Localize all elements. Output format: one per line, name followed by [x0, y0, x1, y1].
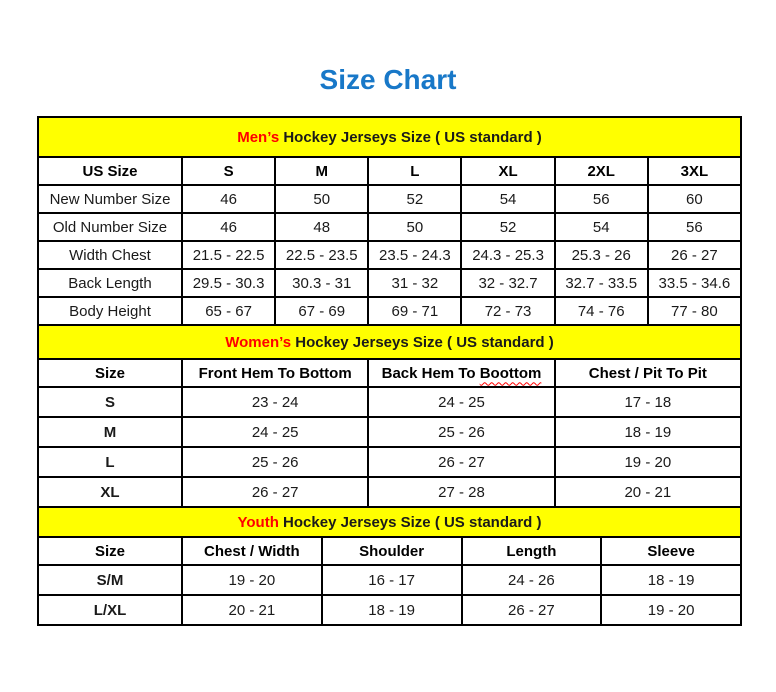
mens-section-band [38, 117, 741, 157]
womens-size-value-cell: 27 - 28 [368, 477, 554, 507]
youth-row-label: S/M [38, 565, 182, 595]
mens-size-value-cell: 29.5 - 30.3 [182, 269, 275, 297]
womens-size-value-cell: 19 - 20 [555, 447, 741, 477]
band-highlight-word: Women’s [225, 333, 292, 351]
womens-band-row [38, 325, 741, 359]
mens-size-value-cell: 52 [368, 185, 461, 213]
mens-size-value-cell: 22.5 - 23.5 [275, 241, 368, 269]
mens-column-header: S [182, 157, 275, 185]
mens-size-value-cell: 50 [275, 185, 368, 213]
mens-size-value-cell: 50 [368, 213, 461, 241]
mens-size-value-cell: 33.5 - 34.6 [648, 269, 741, 297]
youth-size-value-cell: 24 - 26 [462, 565, 602, 595]
mens-size-value-cell: 25.3 - 26 [555, 241, 648, 269]
youth-column-header: Chest / Width [182, 537, 322, 565]
mens-size-value-cell: 56 [555, 185, 648, 213]
mens-size-value-cell: 65 - 67 [182, 297, 275, 325]
youth-row-label: L/XL [38, 595, 182, 625]
youth-column-header: Length [462, 537, 602, 565]
size-tables-container [37, 116, 742, 626]
mens-size-value-cell: 67 - 69 [275, 297, 368, 325]
band-highlight-word: Youth [237, 513, 279, 531]
mens-column-header: US Size [38, 157, 182, 185]
mens-column-header: 3XL [648, 157, 741, 185]
youth-column-header: Shoulder [322, 537, 462, 565]
youth-size-value-cell: 26 - 27 [462, 595, 602, 625]
mens-table-row [38, 269, 741, 297]
mens-size-value-cell: 30.3 - 31 [275, 269, 368, 297]
womens-column-header: Chest / Pit To Pit [555, 359, 741, 387]
mens-band-row [38, 117, 741, 157]
mens-table-row [38, 185, 741, 213]
womens-size-value-cell: 20 - 21 [555, 477, 741, 507]
youth-size-value-cell: 19 - 20 [601, 595, 741, 625]
mens-table-row [38, 297, 741, 325]
womens-size-value-cell: 26 - 27 [368, 447, 554, 477]
womens-table-row [38, 387, 741, 417]
mens-size-value-cell: 46 [182, 213, 275, 241]
mens-column-header: XL [461, 157, 554, 185]
mens-header-row [38, 157, 741, 185]
band-highlight-word: Men’s [237, 128, 280, 146]
womens-column-header [368, 359, 554, 387]
youth-size-table [37, 506, 742, 626]
mens-size-value-cell: 24.3 - 25.3 [461, 241, 554, 269]
womens-row-label: XL [38, 477, 182, 507]
mens-size-value-cell: 69 - 71 [368, 297, 461, 325]
youth-band-row [38, 507, 741, 537]
mens-size-value-cell: 72 - 73 [461, 297, 554, 325]
youth-size-value-cell: 18 - 19 [601, 565, 741, 595]
mens-column-header: L [368, 157, 461, 185]
youth-column-header: Size [38, 537, 182, 565]
mens-column-header: 2XL [555, 157, 648, 185]
mens-size-value-cell: 32 - 32.7 [461, 269, 554, 297]
womens-size-value-cell: 24 - 25 [368, 387, 554, 417]
mens-size-value-cell: 56 [648, 213, 741, 241]
womens-table-row [38, 447, 741, 477]
womens-header-row [38, 359, 741, 387]
mens-size-value-cell: 23.5 - 24.3 [368, 241, 461, 269]
mens-size-value-cell: 54 [555, 213, 648, 241]
mens-size-value-cell: 32.7 - 33.5 [555, 269, 648, 297]
band-rest-text: Hockey Jerseys Size ( US standard ) [278, 513, 542, 531]
womens-row-label: L [38, 447, 182, 477]
womens-size-value-cell: 17 - 18 [555, 387, 741, 417]
band-rest-text: Hockey Jerseys Size ( US standard ) [279, 128, 542, 146]
womens-column-header: Size [38, 359, 182, 387]
womens-size-table [37, 324, 742, 508]
womens-size-value-cell: 26 - 27 [182, 477, 368, 507]
mens-size-value-cell: 31 - 32 [368, 269, 461, 297]
mens-size-value-cell: 77 - 80 [648, 297, 741, 325]
youth-size-value-cell: 18 - 19 [322, 595, 462, 625]
youth-column-header: Sleeve [601, 537, 741, 565]
page-title: Size Chart [319, 64, 457, 95]
womens-table-row [38, 417, 741, 447]
mens-table-row [38, 213, 741, 241]
womens-column-header: Front Hem To Bottom [182, 359, 368, 387]
misspelled-word: Boottom [479, 364, 542, 382]
mens-size-value-cell: 52 [461, 213, 554, 241]
youth-section-band [38, 507, 741, 537]
womens-size-value-cell: 18 - 19 [555, 417, 741, 447]
mens-row-label: Back Length [38, 269, 182, 297]
mens-size-value-cell: 26 - 27 [648, 241, 741, 269]
mens-size-value-cell: 48 [275, 213, 368, 241]
womens-size-value-cell: 25 - 26 [368, 417, 554, 447]
mens-row-label: New Number Size [38, 185, 182, 213]
band-rest-text: Hockey Jerseys Size ( US standard ) [291, 333, 554, 351]
mens-row-label: Body Height [38, 297, 182, 325]
mens-row-label: Old Number Size [38, 213, 182, 241]
mens-size-value-cell: 46 [182, 185, 275, 213]
mens-table-row [38, 241, 741, 269]
womens-row-label: M [38, 417, 182, 447]
womens-section-band [38, 325, 741, 359]
mens-size-value-cell: 54 [461, 185, 554, 213]
womens-size-value-cell: 24 - 25 [182, 417, 368, 447]
youth-size-value-cell: 16 - 17 [322, 565, 462, 595]
youth-header-row [38, 537, 741, 565]
youth-size-value-cell: 20 - 21 [182, 595, 322, 625]
youth-table-row [38, 595, 741, 625]
womens-row-label: S [38, 387, 182, 417]
mens-size-value-cell: 21.5 - 22.5 [182, 241, 275, 269]
youth-size-value-cell: 19 - 20 [182, 565, 322, 595]
womens-size-value-cell: 25 - 26 [182, 447, 368, 477]
mens-size-value-cell: 60 [648, 185, 741, 213]
womens-table-row [38, 477, 741, 507]
column-header-prefix: Back Hem To [381, 364, 480, 382]
youth-table-row [38, 565, 741, 595]
womens-size-value-cell: 23 - 24 [182, 387, 368, 417]
mens-size-table [37, 116, 742, 326]
mens-row-label: Width Chest [38, 241, 182, 269]
mens-size-value-cell: 74 - 76 [555, 297, 648, 325]
mens-column-header: M [275, 157, 368, 185]
